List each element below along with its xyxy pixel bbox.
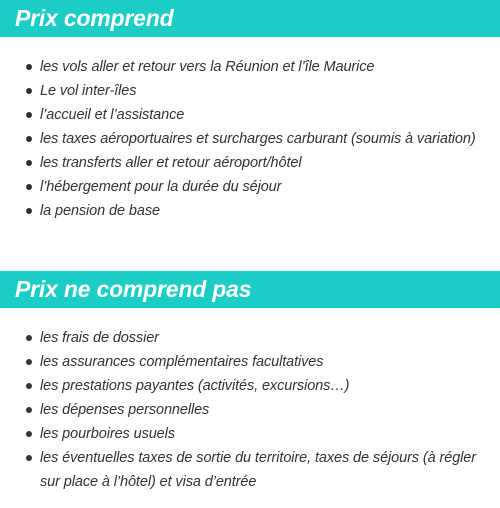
- price-excludes-header: [0, 271, 500, 308]
- list-item: les vols aller et retour vers la Réunion et l’île Maurice: [0, 55, 500, 79]
- price-excludes-title: Prix ne comprend pas: [15, 276, 252, 302]
- bullet-icon: [26, 455, 32, 461]
- list-item: les éventuelles taxes de sortie du territoire, taxes de séjours (à régler sur place à l’hôtel) et visa d’entrée: [0, 446, 500, 494]
- bullet-icon: [26, 359, 32, 365]
- price-includes-header: [0, 0, 500, 37]
- price-includes-title: Prix comprend: [15, 5, 174, 31]
- list-item: les prestations payantes (activités, excursions…): [0, 374, 500, 398]
- list-item: les taxes aéroportuaires et surcharges carburant (soumis à variation): [0, 127, 500, 151]
- price-includes-section: [0, 0, 500, 219]
- list-item: les frais de dossier: [0, 326, 500, 350]
- list-item: les assurances complémentaires facultatives: [0, 350, 500, 374]
- bullet-icon: [26, 383, 32, 389]
- list-item: la pension de base: [0, 199, 500, 223]
- bullet-icon: [26, 88, 32, 94]
- bullet-icon: [26, 407, 32, 413]
- bullet-icon: [26, 335, 32, 341]
- bullet-icon: [26, 208, 32, 214]
- bullet-icon: [26, 160, 32, 166]
- list-item: les dépenses personnelles: [0, 398, 500, 422]
- price-includes-list: [0, 55, 500, 223]
- list-item: l’hébergement pour la durée du séjour: [0, 175, 500, 199]
- list-item: les transferts aller et retour aéroport/hôtel: [0, 151, 500, 175]
- price-excludes-list: [0, 326, 500, 494]
- bullet-icon: [26, 431, 32, 437]
- list-item: l’accueil et l’assistance: [0, 103, 500, 127]
- bullet-icon: [26, 136, 32, 142]
- list-item: les pourboires usuels: [0, 422, 500, 446]
- bullet-icon: [26, 112, 32, 118]
- bullet-icon: [26, 184, 32, 190]
- list-item: Le vol inter-îles: [0, 79, 500, 103]
- bullet-icon: [26, 64, 32, 70]
- price-excludes-section: [0, 271, 500, 490]
